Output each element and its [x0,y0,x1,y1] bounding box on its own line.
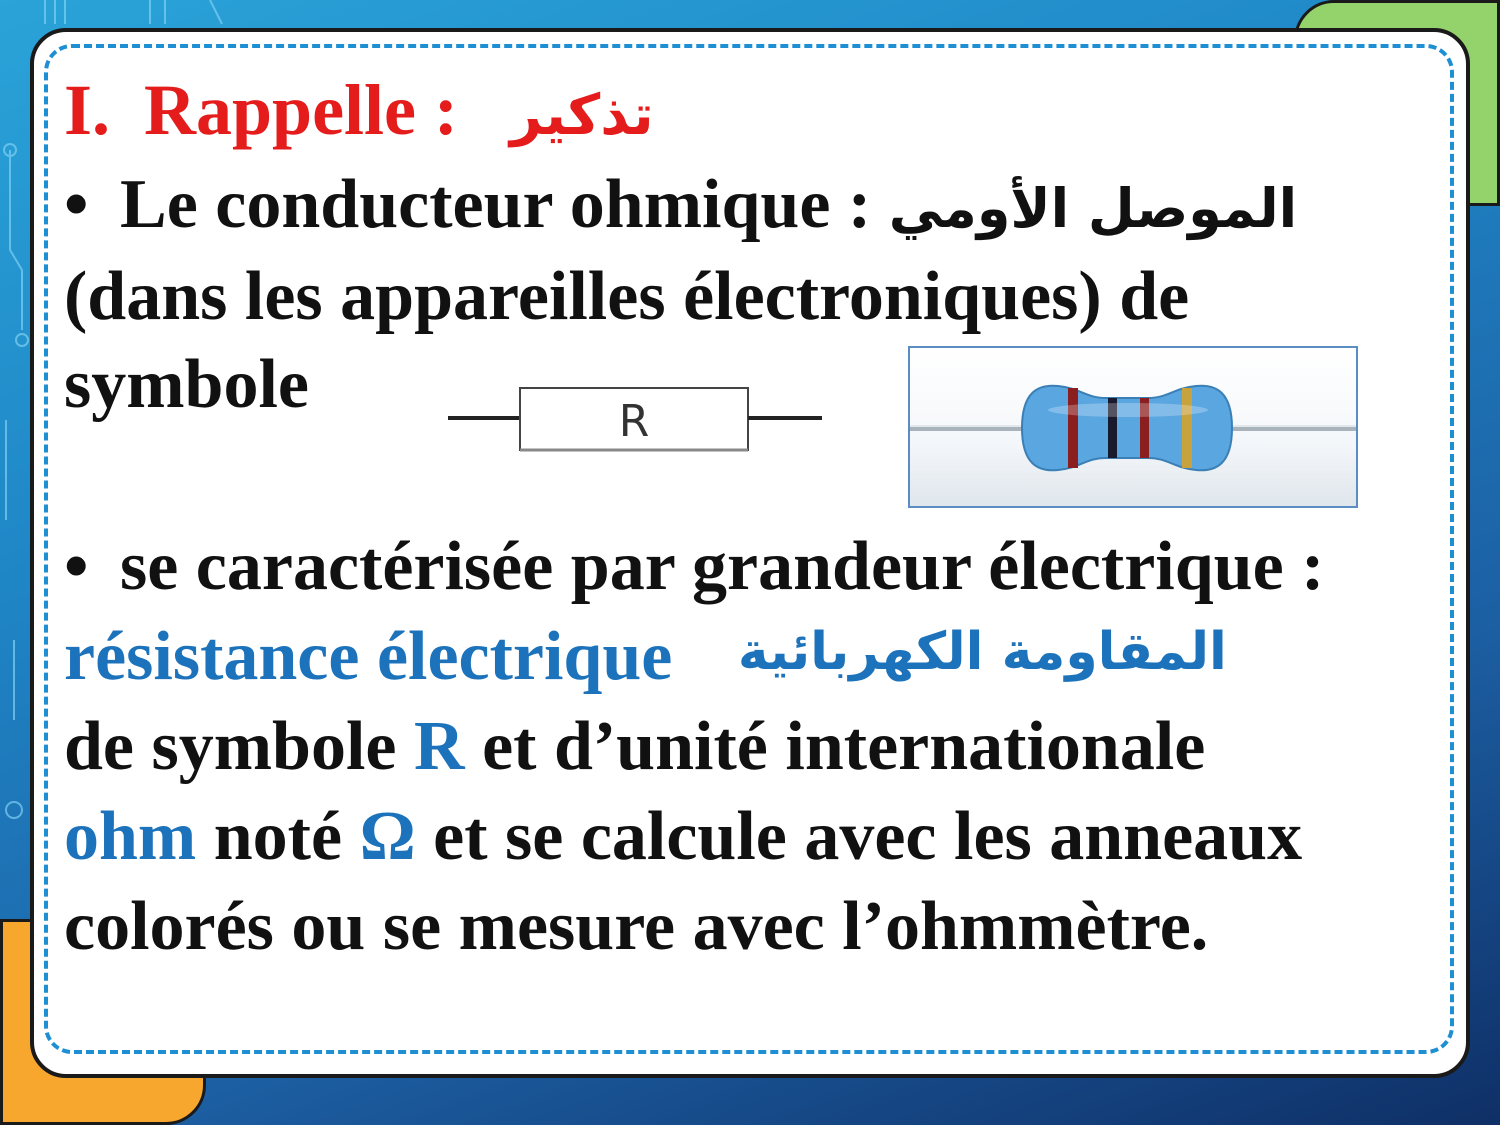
line3-text-b: et d’unité internationale [464,708,1206,785]
heading-number: I. [64,70,111,150]
item1-line1 [64,166,1298,243]
bullet-icon: • [64,528,89,605]
item2-line4 [64,798,1303,875]
section-heading [64,70,654,150]
resistor-symbol [448,386,828,458]
circuit-pattern-left [0,0,30,1125]
resistor-symbol-letter: R [618,396,650,447]
bullet-icon: • [64,166,89,243]
resistor-photo [908,346,1358,508]
item1-line3: symbole [64,346,309,423]
item1-line2: (dans les appareilles électroniques) de [64,258,1190,335]
item2-line1 [64,528,1325,605]
line4-text-a: noté [196,798,360,875]
line3-text-a: de symbole [64,708,414,785]
resistance-term-arabic: المقاومة الكهربائية [737,622,1227,682]
resistance-term: résistance électrique [64,618,673,695]
item2-line5: colorés ou se mesure avec l’ohmmètre. [64,888,1209,965]
line4-text-b: et se calcule avec les anneaux [415,798,1303,875]
item1-arabic: الموصل الأومي [888,177,1298,240]
heading-arabic: تذكير [509,83,654,148]
circuit-pattern-top [40,0,240,30]
unit-ohm: ohm [64,798,197,875]
item2-line2 [64,618,1227,695]
resistor-image [910,348,1356,506]
item1-label: Le conducteur ohmique : [120,166,872,243]
heading-title: Rappelle : [144,70,458,150]
omega-symbol: Ω [359,798,416,875]
item2-text: se caractérisée par grandeur électrique : [120,528,1325,605]
resistance-symbol: R [414,708,465,785]
item2-line3 [64,708,1206,785]
